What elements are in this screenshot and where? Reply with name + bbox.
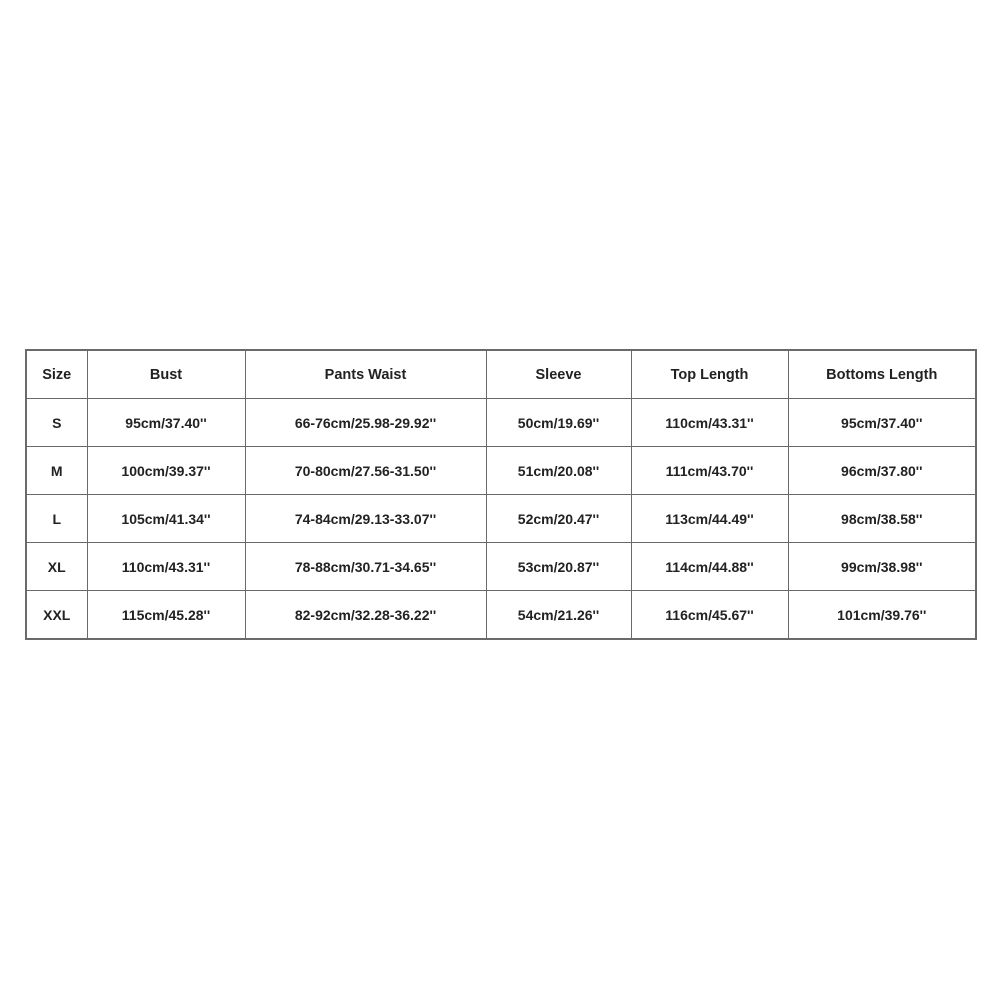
sleeve-cell: 53cm/20.87''	[486, 543, 631, 591]
top-length-cell: 114cm/44.88''	[631, 543, 788, 591]
header-top-length: Top Length	[631, 350, 788, 399]
size-cell: L	[26, 495, 87, 543]
bottoms-length-cell: 96cm/37.80''	[788, 447, 976, 495]
table-row	[26, 447, 976, 495]
bust-cell: 95cm/37.40''	[87, 399, 245, 447]
table-row	[26, 399, 976, 447]
size-cell: S	[26, 399, 87, 447]
bottoms-length-cell: 95cm/37.40''	[788, 399, 976, 447]
bust-cell: 105cm/41.34''	[87, 495, 245, 543]
size-cell: XL	[26, 543, 87, 591]
top-length-cell: 111cm/43.70''	[631, 447, 788, 495]
top-length-cell: 116cm/45.67''	[631, 591, 788, 640]
table-row	[26, 543, 976, 591]
header-size: Size	[26, 350, 87, 399]
sleeve-cell: 52cm/20.47''	[486, 495, 631, 543]
pants-waist-cell: 82-92cm/32.28-36.22''	[245, 591, 486, 640]
bottoms-length-cell: 99cm/38.98''	[788, 543, 976, 591]
size-chart-table	[25, 349, 977, 640]
size-cell: M	[26, 447, 87, 495]
sleeve-cell: 50cm/19.69''	[486, 399, 631, 447]
sleeve-cell: 51cm/20.08''	[486, 447, 631, 495]
top-length-cell: 110cm/43.31''	[631, 399, 788, 447]
header-bottoms-length: Bottoms Length	[788, 350, 976, 399]
top-length-cell: 113cm/44.49''	[631, 495, 788, 543]
header-sleeve: Sleeve	[486, 350, 631, 399]
bust-cell: 100cm/39.37''	[87, 447, 245, 495]
pants-waist-cell: 74-84cm/29.13-33.07''	[245, 495, 486, 543]
table-header-row	[26, 350, 976, 399]
sleeve-cell: 54cm/21.26''	[486, 591, 631, 640]
size-cell: XXL	[26, 591, 87, 640]
pants-waist-cell: 78-88cm/30.71-34.65''	[245, 543, 486, 591]
header-pants-waist: Pants Waist	[245, 350, 486, 399]
pants-waist-cell: 66-76cm/25.98-29.92''	[245, 399, 486, 447]
bust-cell: 110cm/43.31''	[87, 543, 245, 591]
pants-waist-cell: 70-80cm/27.56-31.50''	[245, 447, 486, 495]
bottoms-length-cell: 98cm/38.58''	[788, 495, 976, 543]
table-row	[26, 591, 976, 640]
table-row	[26, 495, 976, 543]
bottoms-length-cell: 101cm/39.76''	[788, 591, 976, 640]
header-bust: Bust	[87, 350, 245, 399]
bust-cell: 115cm/45.28''	[87, 591, 245, 640]
